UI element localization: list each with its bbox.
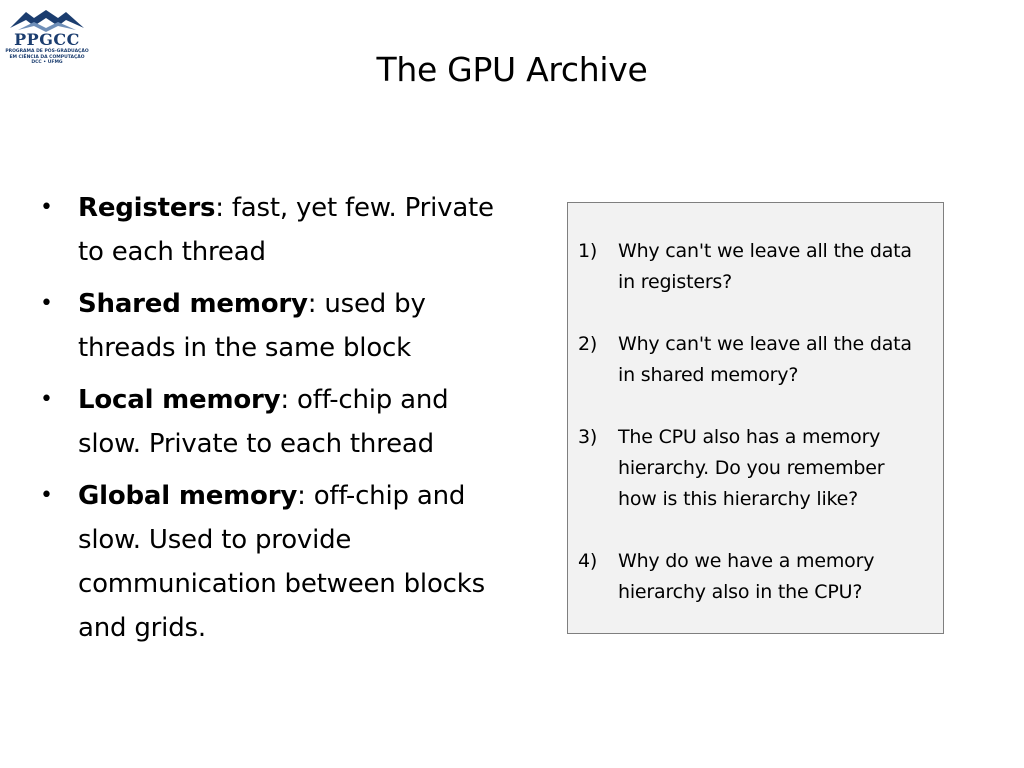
logo-name: PPGCC	[14, 30, 80, 49]
bullet-item	[36, 282, 516, 370]
bullet-term: Local memory	[78, 385, 281, 415]
bullet-list	[36, 186, 516, 658]
questions-box	[567, 202, 944, 634]
slide-title: The GPU Archive	[376, 50, 648, 89]
question-item	[578, 546, 928, 608]
question-number: 3)	[578, 426, 598, 448]
bullet-item	[36, 186, 516, 274]
question-list	[578, 236, 928, 639]
bullet-text: : fast, yet few. Private to each thread	[78, 193, 494, 267]
question-text: The CPU also has a memory hierarchy. Do you remember how is this hierarchy like?	[618, 426, 885, 510]
bullet-text: : off-chip and slow. Used to provide communication between blocks and grids.	[78, 481, 485, 643]
bullet-dot-icon: •	[40, 387, 53, 412]
logo-subtitle-line: EM CIÊNCIA DA COMPUTAÇÃO	[9, 54, 85, 60]
question-text: Why can't we leave all the data in shared memory?	[618, 333, 912, 386]
bullet-dot-icon: •	[40, 483, 53, 508]
question-item	[578, 329, 928, 391]
question-item	[578, 236, 928, 298]
question-number: 2)	[578, 333, 598, 355]
bullet-term: Registers	[78, 193, 216, 223]
question-text: Why do we have a memory hierarchy also in the CPU?	[618, 550, 875, 603]
question-number: 4)	[578, 550, 598, 572]
question-text: Why can't we leave all the data in registers?	[618, 240, 912, 293]
bullet-term: Shared memory	[78, 289, 308, 319]
question-item	[578, 422, 928, 515]
bullet-text: : off-chip and slow. Private to each thread	[78, 385, 449, 459]
question-number: 1)	[578, 240, 598, 262]
logo-subtitle-line: PROGRAMA DE PÓS-GRADUAÇÃO	[5, 49, 89, 54]
bullet-item	[36, 474, 516, 650]
bullet-item	[36, 378, 516, 466]
bullet-dot-icon: •	[40, 195, 53, 220]
bullet-term: Global memory	[78, 481, 298, 511]
bullet-text: : used by threads in the same block	[78, 289, 426, 363]
bullet-dot-icon: •	[40, 291, 53, 316]
logo-subtitle-line: DCC • UFMG	[31, 60, 63, 65]
